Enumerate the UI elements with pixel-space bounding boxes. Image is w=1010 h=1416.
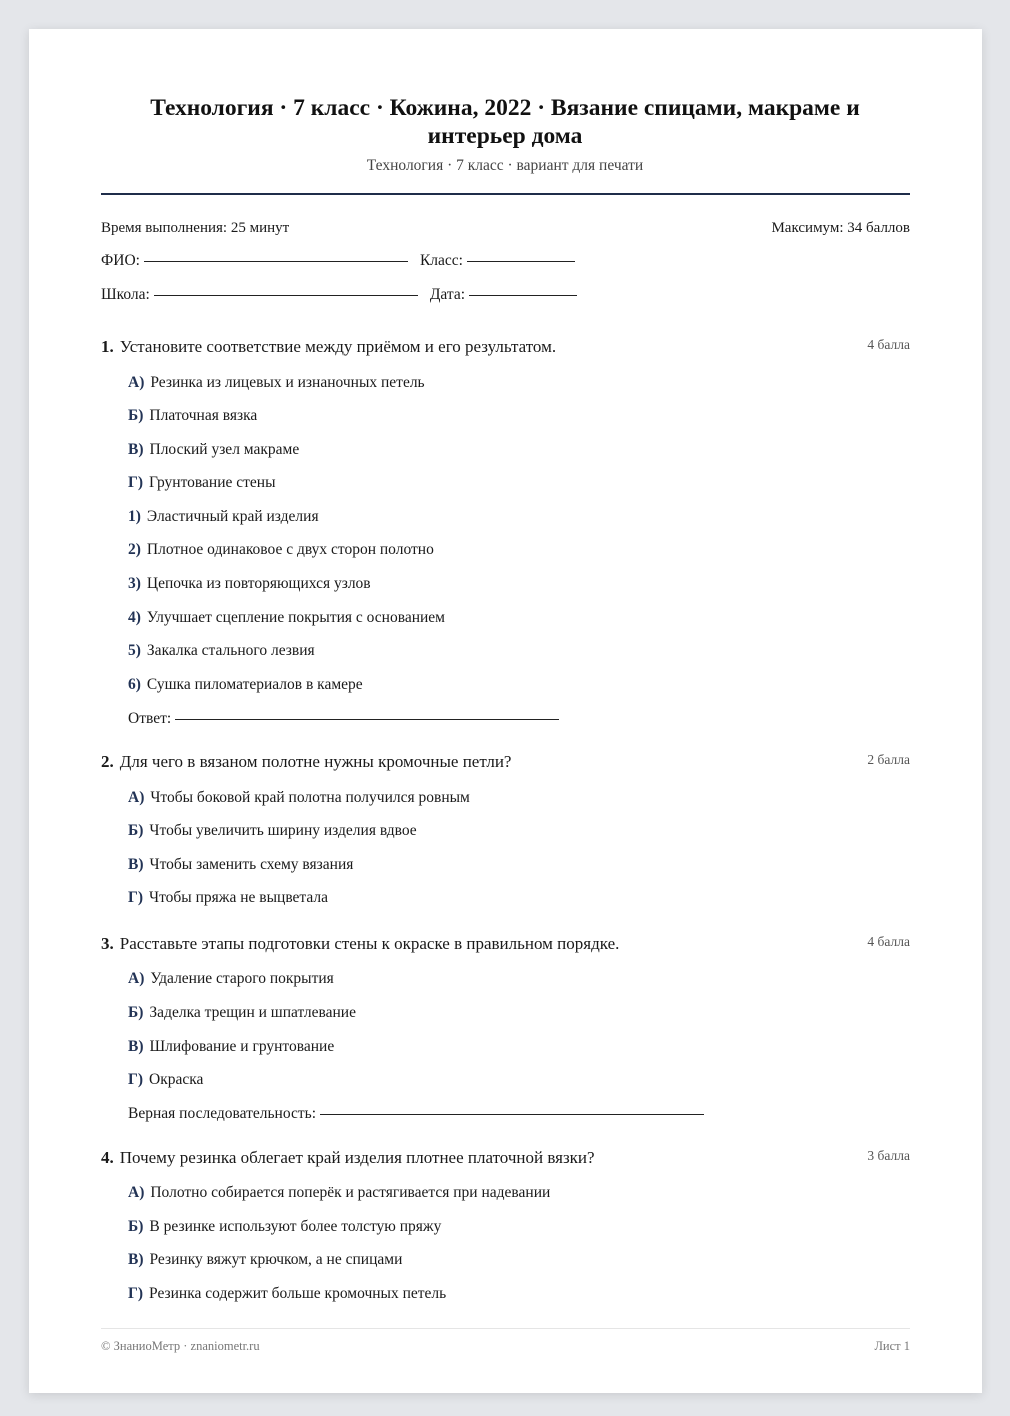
option-key: 5) <box>128 642 141 659</box>
option-text: Эластичный край изделия <box>146 508 319 525</box>
option-item <box>128 970 334 988</box>
option-text: Окраска <box>149 1071 204 1088</box>
option-item <box>128 1038 334 1056</box>
option-key: А) <box>128 970 145 987</box>
fio-class-row <box>101 252 581 270</box>
option-text: Цепочка из повторяющихся узлов <box>146 575 371 592</box>
option-text: Шлифование и грунтование <box>149 1038 335 1055</box>
question-points: 2 балла <box>867 752 910 767</box>
answer-row <box>128 710 565 728</box>
question-number: 3. <box>101 934 114 953</box>
question-text: Для чего в вязаном полотне нужны кромочные петли? <box>119 752 512 771</box>
option-key: В) <box>128 1038 144 1055</box>
option-key: А) <box>128 374 145 391</box>
question-number: 2. <box>101 752 114 771</box>
option-item <box>128 676 363 694</box>
question-points: 4 балла <box>867 337 910 352</box>
option-item <box>128 1218 441 1236</box>
option-key: В) <box>128 856 144 873</box>
option-key: Г) <box>128 1071 144 1088</box>
option-text: В резинке используют более толстую пряжу <box>149 1218 442 1235</box>
question-1 <box>101 337 910 357</box>
question-number: 1. <box>101 337 114 356</box>
option-key: В) <box>128 441 144 458</box>
option-key: Г) <box>128 889 144 906</box>
option-key: 6) <box>128 676 141 693</box>
option-text: Сушка пиломатериалов в камере <box>146 676 363 693</box>
option-text: Улучшает сцепление покрытия с основанием <box>146 609 445 626</box>
option-item <box>128 1251 402 1269</box>
sequence-answer-row <box>128 1105 710 1123</box>
max-score: Максимум: 34 баллов <box>771 220 910 236</box>
option-text: Заделка трещин и шпатлевание <box>149 1004 356 1021</box>
answer-blank[interactable] <box>175 718 559 720</box>
option-text: Резинка из лицевых и изнаночных петель <box>150 374 425 391</box>
option-item <box>128 822 417 840</box>
option-text: Плотное одинаковое с двух сторон полотно <box>146 541 434 558</box>
option-key: А) <box>128 1184 145 1201</box>
answer-label: Ответ: <box>128 710 172 727</box>
school-date-row <box>101 286 583 304</box>
option-text: Платочная вязка <box>149 407 258 424</box>
page-subtitle: Технология · 7 класс · вариант для печати <box>366 157 644 174</box>
option-item <box>128 575 371 593</box>
school-blank[interactable] <box>154 294 418 296</box>
question-text: Расставьте этапы подготовки стены к окраске в правильном порядке. <box>119 934 620 953</box>
option-item <box>128 1004 356 1022</box>
fio-blank[interactable] <box>144 260 408 262</box>
option-item <box>128 1285 446 1303</box>
option-key: В) <box>128 1251 144 1268</box>
answer-blank[interactable] <box>320 1113 704 1115</box>
date-label: Дата: <box>429 286 466 303</box>
option-key: 3) <box>128 575 141 592</box>
option-text: Закалка стального лезвия <box>146 642 315 659</box>
option-item <box>128 1071 203 1089</box>
option-text: Резинка содержит больше кромочных петель <box>149 1285 447 1302</box>
footer-page-number: Лист 1 <box>874 1339 910 1353</box>
time-limit: Время выполнения: 25 минут <box>101 220 290 236</box>
class-blank[interactable] <box>467 260 575 262</box>
footer-divider <box>101 1328 910 1329</box>
question-text: Установите соответствие между приёмом и его результатом. <box>119 337 557 356</box>
option-text: Резинку вяжут крючком, а не спицами <box>149 1251 403 1268</box>
option-text: Чтобы заменить схему вязания <box>149 856 354 873</box>
footer-copyright: © ЗнаниоМетр · znaniometr.ru <box>101 1339 260 1353</box>
option-item <box>128 609 445 627</box>
option-text: Чтобы увеличить ширину изделия вдвое <box>149 822 417 839</box>
question-points: 3 балла <box>867 1148 910 1163</box>
option-text: Чтобы боковой край полотна получился ровным <box>150 789 470 806</box>
option-text: Удаление старого покрытия <box>150 970 334 987</box>
date-blank[interactable] <box>469 294 577 296</box>
option-item <box>128 407 257 425</box>
option-item <box>128 541 434 559</box>
option-item <box>128 474 276 492</box>
answer-label: Верная последовательность: <box>128 1105 317 1122</box>
option-key: 1) <box>128 508 141 525</box>
option-item <box>128 441 299 459</box>
option-text: Чтобы пряжа не выцветала <box>149 889 329 906</box>
option-text: Плоский узел макраме <box>149 441 300 458</box>
class-label: Класс: <box>419 252 463 269</box>
question-points: 4 балла <box>867 934 910 949</box>
option-item <box>128 889 328 907</box>
option-key: Г) <box>128 1285 144 1302</box>
option-item <box>128 1184 550 1202</box>
question-4 <box>101 1148 910 1168</box>
option-key: Б) <box>128 407 144 424</box>
option-key: А) <box>128 789 145 806</box>
option-text: Грунтование стены <box>149 474 276 491</box>
question-number: 4. <box>101 1148 114 1167</box>
question-text: Почему резинка облегает край изделия плотнее платочной вязки? <box>119 1148 595 1167</box>
option-key: Б) <box>128 1218 144 1235</box>
option-key: Г) <box>128 474 144 491</box>
option-item <box>128 508 319 526</box>
option-key: 2) <box>128 541 141 558</box>
option-item <box>128 789 470 807</box>
option-key: Б) <box>128 822 144 839</box>
page-title: Технология · 7 класс · Кожина, 2022 · Вязание спицами, макраме и интерьер дома <box>150 95 860 149</box>
option-key: Б) <box>128 1004 144 1021</box>
header-divider <box>101 193 910 195</box>
school-label: Школа: <box>101 286 150 303</box>
option-text: Полотно собирается поперёк и растягивается при надевании <box>150 1184 551 1201</box>
option-key: 4) <box>128 609 141 626</box>
option-item <box>128 642 315 660</box>
question-3 <box>101 934 910 954</box>
option-item <box>128 374 425 392</box>
fio-label: ФИО: <box>101 252 140 269</box>
option-item <box>128 856 353 874</box>
question-2 <box>101 752 910 772</box>
